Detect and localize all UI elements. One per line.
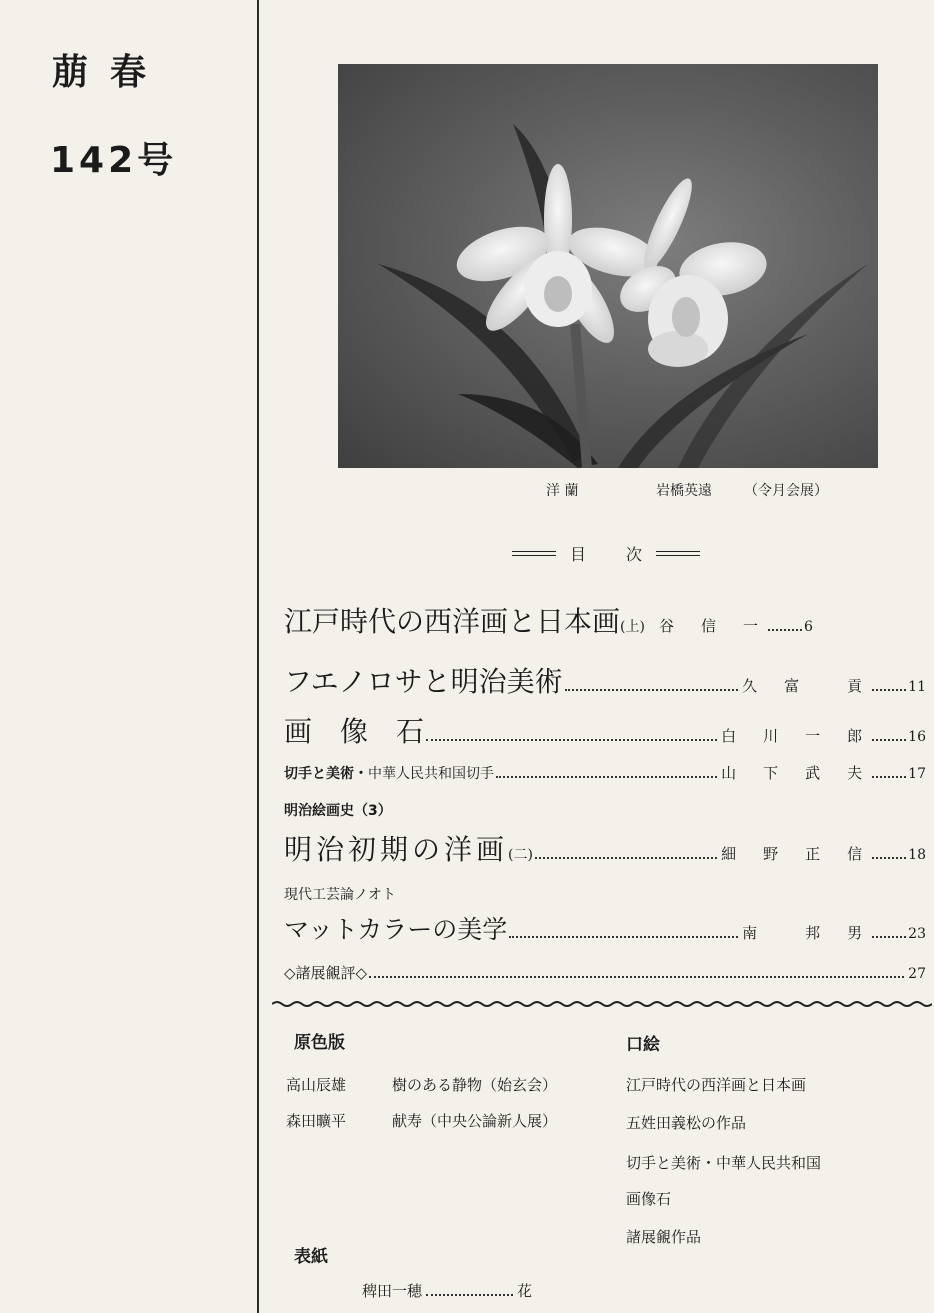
entry-title: フエノロサと明治美術: [284, 665, 563, 698]
entry-page: 16: [908, 729, 926, 745]
entry-title: 切手と美術・: [284, 766, 368, 782]
entry-suffix: (二): [508, 847, 533, 863]
kuchie-item: 切手と美術・中華人民共和国: [626, 1154, 822, 1172]
leader-dots: [426, 739, 717, 741]
entry-page: 27: [908, 966, 926, 982]
plate-artist: 高山辰雄: [286, 1076, 347, 1094]
toc-entry: [284, 762, 926, 783]
kuchie-item: 画像石: [626, 1190, 672, 1208]
entry-suffix: 中華人民共和国切手: [368, 766, 494, 782]
entry-author: 細 野 正 信: [721, 845, 869, 863]
entry-title: マットカラーの美学: [284, 915, 508, 944]
plate-work: 献寿（中央公論新人展）: [392, 1112, 558, 1130]
frontispiece-photo: [338, 64, 878, 468]
series-label: 現代工芸論ノオト: [284, 887, 396, 903]
cover-work: 花: [516, 1282, 532, 1300]
leader-dots: [872, 689, 906, 691]
leader-dots: [496, 776, 717, 778]
plate-work: 樹のある静物（始玄会）: [392, 1076, 558, 1094]
heading-rule-left: [512, 551, 556, 556]
leader-dots: [565, 689, 739, 691]
photo-title: 洋 蘭: [546, 483, 579, 499]
leader-dots: [872, 776, 906, 778]
entry-title: 明治初期の洋画: [284, 833, 509, 866]
leader-dots: [872, 936, 906, 938]
entry-page: 6: [803, 619, 813, 635]
heading-rule-right: [656, 551, 700, 556]
entry-page: 18: [908, 847, 926, 863]
entry-suffix: (上): [620, 619, 645, 635]
photo-artist: 岩橋英遠: [656, 483, 712, 499]
kuchie-item: 諸展覦作品: [626, 1228, 702, 1246]
magazine-title: 萠春: [52, 52, 169, 93]
entry-author: 久 富 貢: [742, 677, 869, 695]
toc-heading: [512, 542, 700, 565]
entry-page: 11: [908, 679, 926, 695]
entry-page: 23: [908, 926, 926, 942]
leader-dots: [535, 857, 717, 859]
toc-entry: [284, 600, 926, 640]
column-divider: [257, 0, 259, 1313]
series-label: 明治絵画史（3）: [284, 803, 392, 819]
entry-title: 画 像 石: [284, 715, 425, 748]
entry-title: ◇諸展覦評◇: [284, 964, 368, 982]
orchid-image: [338, 64, 878, 468]
entry-page: 17: [908, 766, 926, 782]
colour-plates-label: 原色版: [294, 1033, 345, 1053]
leader-dots: [509, 936, 738, 938]
entry-author: 白 川 一 郎: [721, 727, 869, 745]
cover-artist: 稗田一穂: [362, 1282, 423, 1300]
leader-dots: [426, 1294, 513, 1296]
toc-heading-text: 目次: [570, 545, 683, 564]
toc-entry: [284, 962, 926, 983]
entry-title: 江戸時代の西洋画と日本画: [284, 605, 621, 638]
toc-entry: [284, 660, 926, 700]
toc-entry: [284, 710, 926, 750]
leader-dots: [768, 629, 802, 631]
left-margin: [0, 0, 256, 1313]
entry-author: 谷 信 一: [658, 617, 764, 635]
entry-author: 山 下 武 夫: [721, 764, 869, 782]
leader-dots: [369, 976, 904, 978]
toc-entry: [284, 828, 926, 868]
cover-credit: [362, 1280, 532, 1301]
leader-dots: [872, 857, 906, 859]
entry-author: 南 邦 男: [742, 924, 869, 942]
kuchie-label: 口絵: [626, 1035, 660, 1055]
leader-dots: [872, 739, 906, 741]
cover-label: 表紙: [294, 1247, 328, 1267]
wavy-divider: [272, 1000, 932, 1008]
issue-number: 142号: [50, 140, 178, 181]
toc-entry: [284, 910, 926, 946]
photo-exhibition: （令月会展）: [744, 483, 828, 499]
kuchie-item: 五姓田義松の作品: [626, 1114, 747, 1132]
kuchie-item: 江戸時代の西洋画と日本画: [626, 1076, 807, 1094]
plate-artist: 森田曠平: [286, 1112, 347, 1130]
